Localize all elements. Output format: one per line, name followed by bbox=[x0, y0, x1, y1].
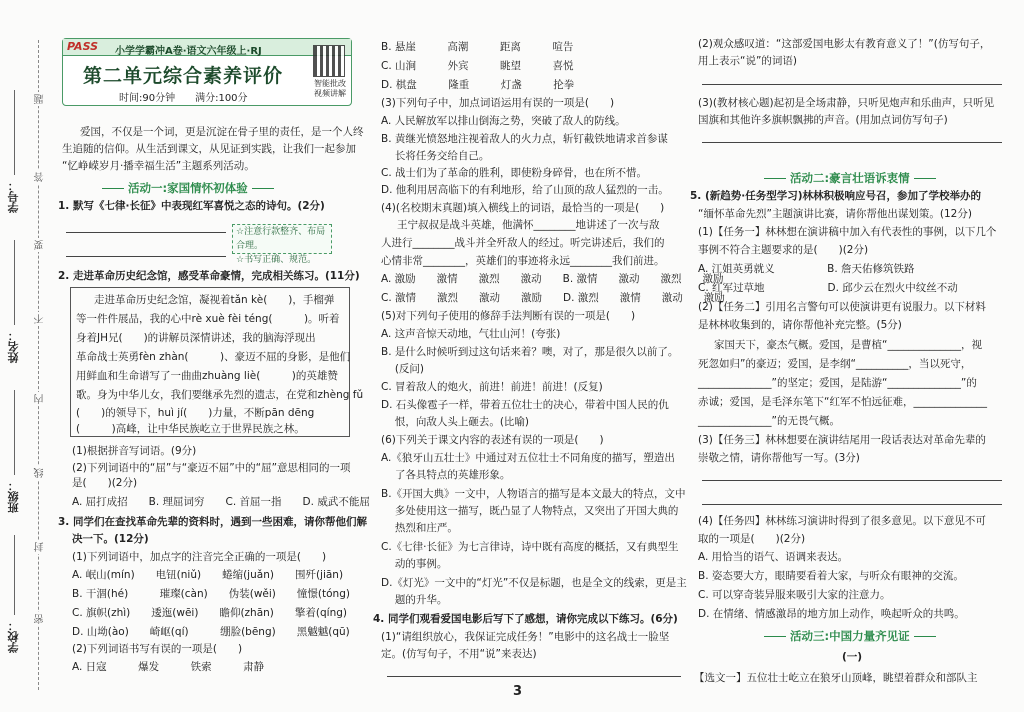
fill-text: 人进行________战斗并全歼敌人的经过。听完讲述后，我们的 bbox=[381, 237, 665, 249]
option-a-cont: 了各具特点的英雄形象。 bbox=[381, 469, 511, 481]
answer-line[interactable] bbox=[702, 142, 1002, 143]
fill-text[interactable]: 家国天下，豪杰气概。爱国，是曹植“______________，视 bbox=[714, 339, 982, 351]
cut-char: 线 bbox=[35, 468, 46, 478]
passage-line: 等一件件展品，我的心中rè xuè fèi téng( )。听着 bbox=[76, 313, 340, 325]
fill-text[interactable]: 死忽如归”的豪迈；爱国，是李纲“__________，当以死守， bbox=[698, 358, 972, 370]
subquestion: 用上表示“说”的词语) bbox=[698, 55, 797, 67]
subquestion: (6)下列关于课文内容的表述有误的一项是( ) bbox=[381, 434, 604, 446]
activity-heading: 活动二:豪言壮语诉衷情 bbox=[760, 170, 940, 186]
subquestion: 定。(仿写句子，不用“说”来表达) bbox=[381, 648, 537, 660]
intro-line: 生追随的信仰。从生活到课文，从见证到实践，让我们一起参加 bbox=[62, 143, 356, 155]
options[interactable]: A. 激励 激情 激烈 激动 B. 激情 激动 激烈 激励 bbox=[381, 273, 724, 285]
option-d[interactable]: D.《灯光》一文中的“灯光”不仅是标题，也是全文的线索，更是主 bbox=[381, 577, 687, 589]
passage-line: 走进革命历史纪念馆，凝视着tǎn kè( )，手榴弹 bbox=[94, 294, 335, 306]
question-3: 3. 同学们在查找革命先辈的资料时，遇到一些困难，请你帮他们解 bbox=[58, 516, 367, 528]
subquestion: (2)下列词语中的“屈”与“豪迈不屈”中的“屈”意思相同的一项 bbox=[72, 462, 351, 474]
student-id-label: 学号： bbox=[7, 180, 20, 213]
section-number: (一) bbox=[842, 651, 863, 663]
question-5: 5. (新趋势·任务型学习)林林积极响应号召，参加了学校举办的 bbox=[690, 190, 982, 202]
passage-line: ( )高峰，让中华民族屹立于世界民族之林。 bbox=[76, 423, 305, 435]
option-d[interactable]: D. 棋盘 隆重 灯盏 抡拳 bbox=[381, 79, 575, 91]
intro-line: 爱国，不仅是一个词，更是沉淀在骨子里的责任，是一个人终 bbox=[80, 126, 364, 138]
series-name: 小学学霸冲A卷·语文六年级上·RJ bbox=[115, 46, 262, 57]
option-a[interactable]: A. 这声音惊天动地，气壮山河！(夸张) bbox=[381, 328, 561, 340]
cut-char: 不 bbox=[35, 314, 46, 324]
answer-line[interactable] bbox=[66, 232, 226, 233]
subquestion: (1)下列词语中，加点字的注音完全正确的一项是( ) bbox=[72, 551, 327, 563]
binding-strip bbox=[0, 0, 56, 712]
option-c[interactable]: C. 山涧 外宾 眺望 喜悦 bbox=[381, 60, 574, 72]
option-b[interactable]: B. 干涸(hé) 璀璨(càn) 伪装(wěi) 憧憬(tóng) bbox=[72, 588, 350, 600]
options[interactable]: A. 屈打成招 B. 理屈词穷 C. 首屈一指 D. 威武不能屈 bbox=[72, 496, 370, 508]
school-field[interactable] bbox=[14, 535, 15, 615]
subquestion: (4)(名校期末真题)填入横线上的词语，最恰当的一项是( ) bbox=[381, 202, 665, 214]
cut-char: 内 bbox=[35, 394, 46, 404]
answer-line[interactable] bbox=[702, 84, 1002, 85]
page-title: 第二单元综合素养评价 bbox=[83, 65, 284, 87]
option-b-cont: 长将任务交给自己。 bbox=[381, 150, 490, 162]
option-b[interactable]: B. 姿态要大方，眼睛要看着大家，与听众有眼神的交流。 bbox=[698, 570, 964, 582]
fill-text: 王宁叔叔是战斗英雄，他满怀________地讲述了一次与敌 bbox=[397, 219, 660, 231]
option-d[interactable]: D. 在情绪、情感激昂的地方加上动作，唤起听众的共鸣。 bbox=[698, 608, 965, 620]
subquestion: 事例不符合主题要求的是( )(2分) bbox=[698, 244, 869, 256]
option-c-cont: 动的事例。 bbox=[381, 558, 448, 570]
class-field[interactable] bbox=[14, 390, 15, 475]
options[interactable]: C. 激情 激烈 激动 激励 D. 激烈 激情 激动 激励 bbox=[381, 292, 725, 304]
option-a[interactable]: A.《狼牙山五壮士》中通过对五位壮士不同角度的描写，塑造出 bbox=[381, 452, 675, 464]
option-b-cont: 热烈和庄严。 bbox=[381, 522, 458, 534]
cut-char: 要 bbox=[35, 240, 46, 250]
subquestion: 取的一项是( )(2分) bbox=[698, 533, 806, 545]
option-c[interactable]: C. 旗帜(zhì) 逶迤(wēi) 瞻仰(zhān) 擎着(qíng) bbox=[72, 607, 347, 619]
fill-text: 心情非常________，英雄们的事迹将永远________我们前进。 bbox=[381, 255, 665, 267]
option-a[interactable]: A. 岷山(mín) 电钮(niǔ) 蜷缩(juǎn) 围歼(jiān) bbox=[72, 569, 344, 581]
brand-logo: PASS bbox=[67, 40, 99, 53]
option-c[interactable]: C. 战士们为了革命的胜利，即使粉身碎骨，也在所不惜。 bbox=[381, 167, 648, 179]
passage-line: ( )的领导下，huì jí( )力量，不断pān dēng bbox=[76, 407, 315, 419]
class-label: 班级： bbox=[7, 480, 20, 513]
school-label: 学校： bbox=[7, 620, 20, 653]
cut-char: 封 bbox=[35, 542, 46, 552]
option-b[interactable]: B. 是什么时候听到过这句话来着？噢，对了，那是很久以前了。 bbox=[381, 346, 679, 358]
subquestion: 国旗和其他许多旗帜飘拂的声音。(用加点词仿写句子) bbox=[698, 114, 948, 126]
exam-meta: 时间:90分钟 满分:100分 bbox=[119, 93, 248, 104]
answer-line[interactable] bbox=[702, 480, 1002, 481]
activity-heading: 活动三:中国力量齐见证 bbox=[760, 628, 940, 644]
question-3: 决一下。(12分) bbox=[72, 533, 149, 545]
answer-line[interactable] bbox=[387, 676, 681, 677]
options[interactable]: C. 红军过草地 D. 邱少云在烈火中纹丝不动 bbox=[698, 282, 958, 294]
intro-line: “忆峥嵘岁月·播幸福生活”主题系列活动。 bbox=[62, 160, 255, 172]
cut-char: 答 bbox=[35, 172, 46, 182]
answer-line[interactable] bbox=[702, 504, 1002, 505]
option-d[interactable]: D. 山坳(ào) 崎岖(qí) 绷脸(bēng) 黑魆魆(qū) bbox=[72, 626, 350, 638]
column-middle bbox=[373, 0, 725, 712]
options[interactable]: A. 江姐英勇就义 B. 詹天佑修筑铁路 bbox=[698, 263, 915, 275]
subquestion: (4)【任务四】林林练习演讲时得到了很多意见。以下意见不可 bbox=[698, 515, 986, 527]
passage-line: 歌。身为中华儿女，我们要继承先烈的遗志，在党和zhèng fǔ bbox=[76, 389, 364, 401]
subquestion: (1)【任务一】林林想在演讲稿中加入有代表性的事例，以下几个 bbox=[698, 226, 997, 238]
qr-code-icon[interactable] bbox=[313, 45, 345, 77]
name-label: 姓名： bbox=[7, 330, 20, 363]
option-b-cont: (反问) bbox=[381, 363, 425, 375]
subquestion: (2)观众感叹道：“这部爱国电影太有教育意义了！”(仿写句子， bbox=[698, 38, 991, 50]
cut-char: 题 bbox=[35, 94, 46, 104]
option-c[interactable]: C. 冒着敌人的炮火，前进！前进！前进！(反复) bbox=[381, 381, 603, 393]
question-2: 2. 走进革命历史纪念馆，感受革命豪情，完成相关练习。(11分) bbox=[58, 270, 360, 282]
cut-line bbox=[38, 40, 39, 690]
option-d[interactable]: D. 他利用居高临下的有利地形，给了山顶的敌人猛烈的一击。 bbox=[381, 184, 669, 196]
subquestion: (2)下列词语书写有误的一项是( ) bbox=[72, 643, 243, 655]
page-number: 3 bbox=[513, 684, 523, 699]
option-d-cont: 恨，向敌人头上砸去。(比喻) bbox=[381, 416, 530, 428]
column-left bbox=[58, 0, 370, 712]
question-4: 4. 同学们观看爱国电影后写下了感想，请你完成以下练习。(6分) bbox=[373, 613, 678, 625]
column-right bbox=[690, 0, 1008, 712]
option-a[interactable]: A. 用恰当的语气、语调来表达。 bbox=[698, 551, 849, 563]
passage-line: 革命战士英勇fèn zhàn( )、豪迈不屈的身影，是他们 bbox=[76, 351, 351, 363]
subquestion: (5)对下列句子使用的修辞手法判断有误的一项是( ) bbox=[381, 310, 636, 322]
option-b[interactable]: B. 黄继光愤怒地注视着敌人的火力点，斩钉截铁地请求首参谋 bbox=[381, 133, 668, 145]
option-b[interactable]: B.《开国大典》一文中，人物语言的描写是本文最大的特点，文中 bbox=[381, 488, 686, 500]
option-c[interactable]: C. 可以穿奇装异服来吸引大家的注意力。 bbox=[698, 589, 891, 601]
subquestion: (3)下列句子中，加点词语运用有误的一项是( ) bbox=[381, 97, 615, 109]
subquestion: 是林林收集到的，请你帮他补充完整。(5分) bbox=[698, 319, 902, 331]
question-5: “缅怀革命先烈”主题演讲比赛，请你帮他出谋划策。(12分) bbox=[698, 208, 972, 220]
answer-line[interactable] bbox=[66, 256, 226, 257]
writing-tip: ☆注意行款整齐、布局合理。 ☆书写正确、规范。 bbox=[232, 224, 332, 254]
fill-text[interactable]: 赤诚；爱国，是毛泽东笔下“红军不怕远征难，______________ bbox=[698, 396, 987, 408]
option-a[interactable]: A. 日寇 爆发 铁索 肃静 bbox=[72, 661, 265, 673]
subquestion: (3)【任务三】林林想要在演讲结尾用一段话表达对革命先辈的 bbox=[698, 434, 986, 446]
subquestion: 崇敬之情，请你帮他写一写。(3分) bbox=[698, 452, 860, 464]
option-b[interactable]: B. 悬崖 高潮 距离 喧告 bbox=[381, 41, 574, 53]
subquestion: (3)(教材核心题)起初是全场肃静，只听见炮声和乐曲声，只听见 bbox=[698, 97, 995, 109]
excerpt-line: 【选文一】五位壮士屹立在狼牙山顶峰，眺望着群众和部队主 bbox=[694, 672, 978, 684]
name-field[interactable] bbox=[14, 240, 15, 325]
fill-text[interactable]: ______________”的坚定；爱国，是陆游“______________”的 bbox=[698, 377, 977, 389]
option-d-cont: 题的升华。 bbox=[381, 594, 448, 606]
subquestion: (1)根据拼音写词语。(9分) bbox=[72, 445, 197, 457]
option-b-cont: 多处使用这一描写，既凸显了人物特点，又突出了开国大典的 bbox=[381, 505, 679, 517]
option-c[interactable]: C.《七律·长征》为七言律诗，诗中既有高度的概括，又有典型生 bbox=[381, 541, 679, 553]
qr-caption: 智能批改 视频讲解 bbox=[314, 79, 346, 98]
subquestion: (1)“请组织放心，我保证完成任务！”电影中的这名战士一脸坚 bbox=[381, 631, 670, 643]
subquestion: (2)【任务二】引用名言警句可以使演讲更有说服力。以下材料 bbox=[698, 301, 986, 313]
option-a[interactable]: A. 人民解放军以排山倒海之势，突破了敌人的防线。 bbox=[381, 115, 626, 127]
question-1: 1. 默写《七律·长征》中表现红军喜悦之态的诗句。(2分) bbox=[58, 200, 325, 212]
cut-char: 密 bbox=[35, 614, 46, 624]
passage-line: 身着JH兄( )的讲解员深情讲述，我的脑海浮现出 bbox=[76, 332, 316, 344]
title-banner bbox=[62, 38, 352, 106]
passage-line: 用鲜血和生命谱写了一曲曲zhuàng liè( )的英雄赞 bbox=[76, 370, 338, 382]
subquestion: 是( )(2分) bbox=[72, 477, 138, 489]
option-d[interactable]: D. 石头像雹子一样，带着五位壮士的决心，带着中国人民的仇 bbox=[381, 399, 669, 411]
student-id-field[interactable] bbox=[14, 90, 15, 175]
fill-text[interactable]: ______________”的无畏气概。 bbox=[698, 415, 840, 427]
activity-heading: 活动一:家国情怀初体验 bbox=[98, 180, 278, 196]
